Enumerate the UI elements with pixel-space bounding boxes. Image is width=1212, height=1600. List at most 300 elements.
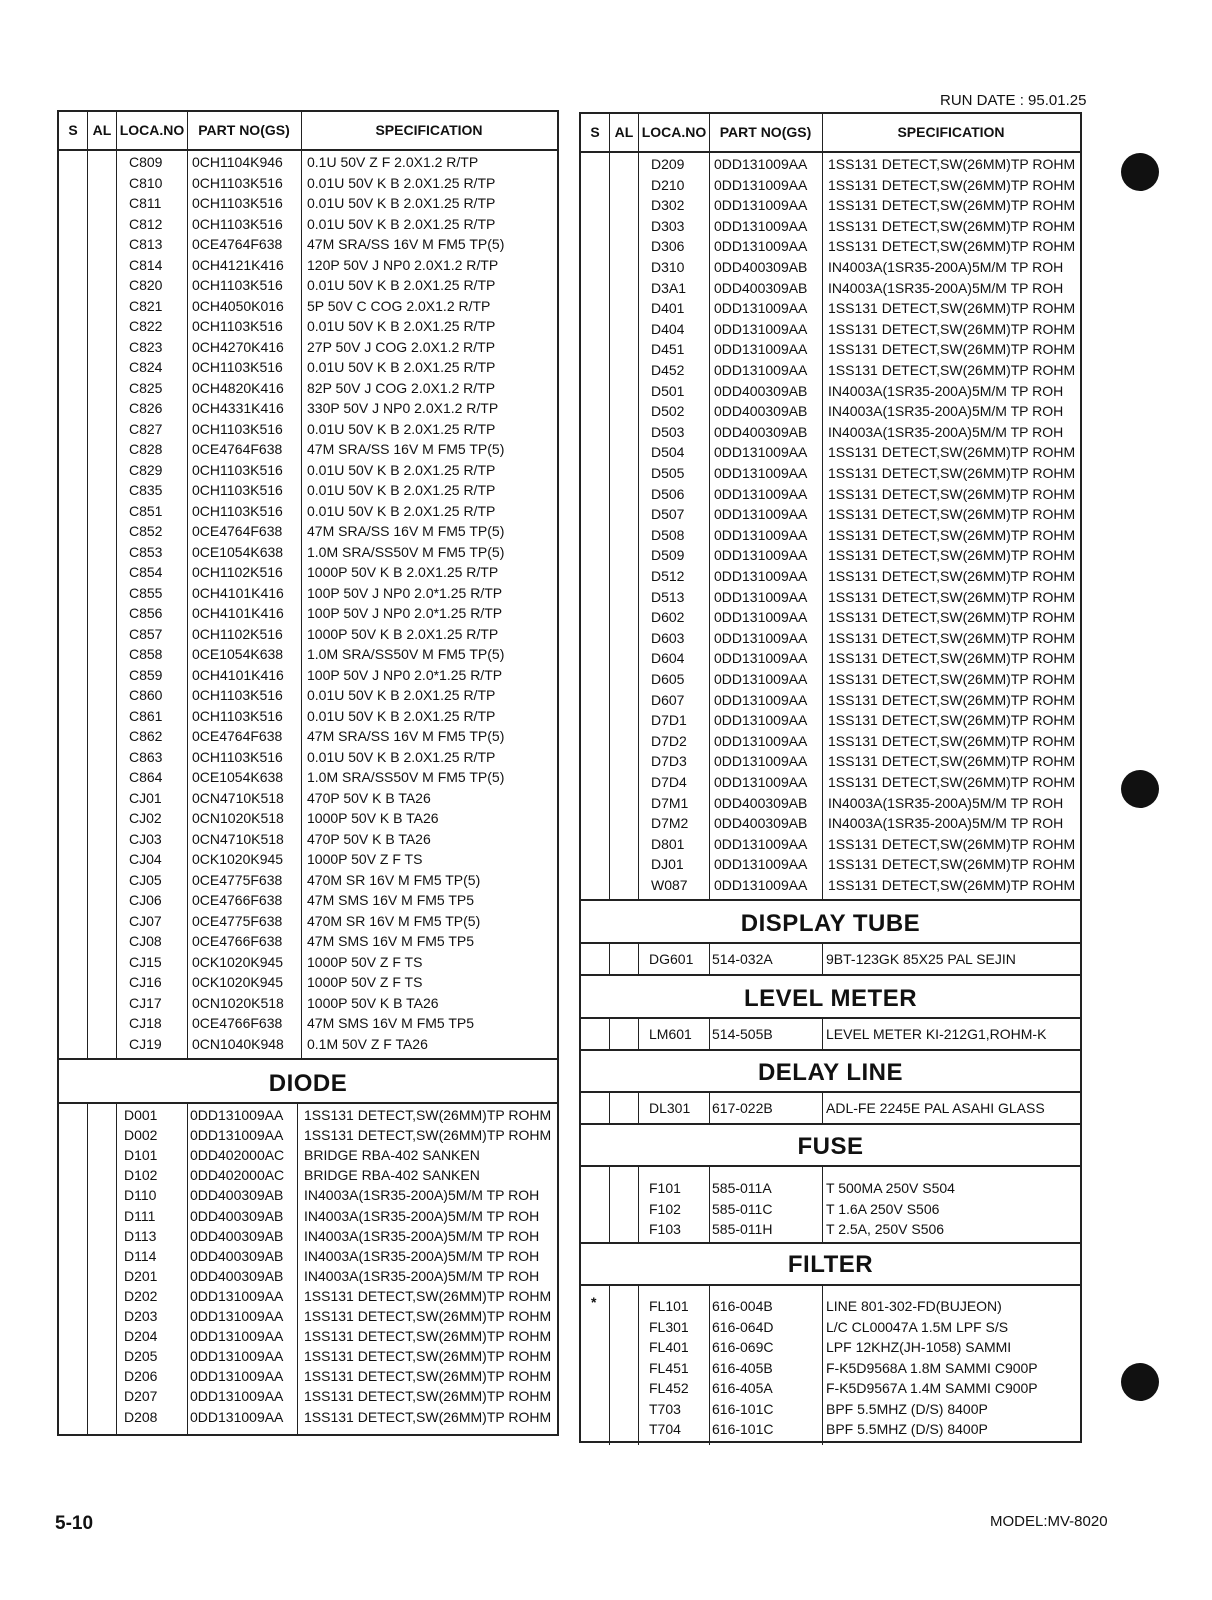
cell-specification: 47M SRA/SS 16V M FM5 TP(5) [307, 441, 505, 457]
table-row [581, 401, 1080, 422]
cell-loca-no: DG601 [649, 951, 694, 967]
cell-specification: 1SS131 DETECT,SW(26MM)TP ROHM [828, 835, 1076, 852]
table-row [59, 521, 557, 542]
cell-loca-no: D513 [651, 588, 685, 605]
cell-part-no: 0DD131009AA [714, 856, 808, 873]
table-row [59, 1034, 557, 1055]
cell-loca-no: C820 [129, 277, 163, 293]
cell-specification: 82P 50V J COG 2.0X1.2 R/TP [307, 379, 496, 396]
cell-specification: 0.01U 50V K B 2.0X1.25 R/TP [307, 215, 496, 232]
table-row [59, 214, 557, 235]
cell-loca-no: D404 [651, 320, 685, 337]
table-row [581, 1199, 1080, 1220]
cell-part-no: 0DD131009AA [714, 774, 808, 790]
table-row [59, 911, 557, 932]
cell-specification: 1000P 50V K B TA26 [307, 810, 439, 826]
cell-part-no: 0DD400309AB [190, 1247, 284, 1264]
cell-specification: 1SS131 DETECT,SW(26MM)TP ROHM [828, 732, 1076, 749]
cell-loca-no: D512 [651, 568, 685, 584]
cell-loca-no: C856 [129, 605, 163, 621]
cell-part-no: 0CK1020K945 [192, 974, 284, 990]
table-row [59, 1105, 557, 1126]
table-row [581, 710, 1080, 731]
cell-loca-no: D110 [124, 1187, 157, 1204]
cell-part-no: 0DD131009AA [714, 609, 808, 626]
cell-specification: 470M SR 16V M FM5 TP(5) [307, 871, 481, 888]
cell-loca-no: D201 [124, 1267, 158, 1284]
cell-specification: 47M SMS 16V M FM5 TP5 [307, 892, 475, 908]
cell-part-no: 0DD131009AA [714, 197, 808, 214]
cell-part-no: 0CN1020K518 [192, 994, 284, 1011]
cell-part-no: 616-405B [712, 1359, 773, 1376]
table-row [581, 154, 1080, 175]
cell-loca-no: C809 [129, 154, 163, 170]
cell-loca-no: C852 [129, 523, 163, 539]
cell-specification: 1SS131 DETECT,SW(26MM)TP ROHM [828, 217, 1076, 234]
cell-loca-no: CJ02 [129, 810, 162, 826]
cell-loca-no: D7M2 [651, 815, 689, 832]
cell-specification: 47M SRA/SS 16V M FM5 TP(5) [307, 728, 505, 744]
cell-part-no: 0CH1103K516 [192, 461, 283, 478]
cell-loca-no: T704 [649, 1421, 681, 1437]
table-row [59, 1386, 557, 1407]
cell-part-no: 616-069C [712, 1339, 774, 1355]
table-row [581, 690, 1080, 711]
col-header-part-no: PART NO(GS) [198, 122, 290, 138]
cell-specification: 1SS131 DETECT,SW(26MM)TP ROHM [304, 1348, 552, 1365]
cell-part-no: 0DD131009AA [714, 588, 808, 605]
cell-loca-no: D209 [651, 156, 685, 172]
cell-part-no: 514-032A [712, 951, 773, 967]
cell-loca-no: D202 [124, 1287, 158, 1304]
cell-specification: 1SS131 DETECT,SW(26MM)TP ROHM [828, 156, 1076, 172]
cell-part-no: 0CN1040K948 [192, 1035, 284, 1052]
cell-part-no: 514-505B [712, 1026, 773, 1042]
cell-loca-no: C854 [129, 564, 163, 580]
binder-hole-icon [1121, 1363, 1159, 1401]
table-row [59, 726, 557, 747]
cell-loca-no: D002 [124, 1127, 158, 1144]
cell-loca-no: C851 [129, 502, 163, 519]
cell-specification: 47M SMS 16V M FM5 TP5 [307, 933, 475, 949]
table-row [59, 173, 557, 194]
table-row [581, 854, 1080, 875]
table-row [581, 793, 1080, 814]
table-row [581, 772, 1080, 793]
cell-loca-no: D206 [124, 1368, 158, 1385]
table-row [581, 607, 1080, 628]
cell-loca-no: D302 [651, 197, 685, 214]
table-row [581, 360, 1080, 381]
table-row [581, 236, 1080, 257]
section-title-filter: FILTER [787, 1251, 874, 1278]
table-row [581, 1219, 1080, 1240]
cell-specification: 9BT-123GK 85X25 PAL SEJIN [826, 951, 1016, 967]
cell-part-no: 0DD131009AA [714, 362, 808, 378]
cell-specification: 1SS131 DETECT,SW(26MM)TP ROHM [828, 691, 1076, 708]
cell-loca-no: D401 [651, 300, 685, 317]
table-row [581, 422, 1080, 443]
cell-part-no: 0DD402000AC [190, 1167, 285, 1184]
cell-part-no: 0DD131009AA [714, 835, 808, 852]
cell-part-no: 0CH4050K016 [192, 297, 284, 314]
cell-specification: 0.01U 50V K B 2.0X1.25 R/TP [307, 195, 496, 211]
section-divider [581, 899, 1080, 901]
section-title-diode: DIODE [268, 1070, 348, 1097]
cell-loca-no: D503 [651, 423, 685, 440]
cell-loca-no: D7D2 [651, 732, 687, 749]
cell-specification: IN4003A(1SR35-200A)5M/M TP ROH [828, 259, 1064, 275]
left-table-header [59, 112, 557, 151]
cell-loca-no: C861 [129, 707, 163, 724]
cell-part-no: 0DD400309AB [714, 403, 808, 420]
cell-specification: 1SS131 DETECT,SW(26MM)TP ROHM [304, 1107, 552, 1123]
table-row [59, 1185, 557, 1206]
cell-loca-no: CJ05 [129, 871, 162, 888]
cell-loca-no: W087 [651, 877, 688, 893]
cell-loca-no: CJ06 [129, 892, 162, 908]
cell-part-no: 0CE1054K638 [192, 543, 284, 560]
cell-loca-no: T703 [649, 1400, 681, 1417]
cell-part-no: 0CH4331K416 [192, 400, 284, 416]
cell-part-no: 0DD400309AB [190, 1187, 284, 1204]
table-row [59, 583, 557, 604]
cell-specification: 0.01U 50V K B 2.0X1.25 R/TP [307, 482, 496, 498]
table-row [581, 731, 1080, 752]
cell-loca-no: D7D3 [651, 753, 687, 770]
cell-loca-no: D111 [124, 1207, 156, 1224]
table-row [581, 545, 1080, 566]
cell-specification: 1SS131 DETECT,SW(26MM)TP ROHM [304, 1388, 552, 1405]
cell-specification: 0.01U 50V K B 2.0X1.25 R/TP [307, 502, 496, 519]
cell-loca-no: D801 [651, 835, 685, 852]
section-title-fuse: FUSE [797, 1133, 864, 1160]
cell-specification: 1SS131 DETECT,SW(26MM)TP ROHM [828, 774, 1076, 790]
cell-part-no: 0CH1103K516 [192, 195, 283, 211]
cell-specification: 1SS131 DETECT,SW(26MM)TP ROHM [304, 1328, 552, 1345]
table-row [59, 685, 557, 706]
cell-specification: 1000P 50V Z F TS [307, 953, 423, 970]
section-divider [581, 1242, 1080, 1244]
cell-specification: 1SS131 DETECT,SW(26MM)TP ROHM [828, 362, 1076, 378]
cell-specification: 0.01U 50V K B 2.0X1.25 R/TP [307, 174, 496, 191]
table-row [59, 747, 557, 768]
table-row [59, 255, 557, 276]
table-row [59, 706, 557, 727]
table-row [59, 1346, 557, 1367]
cell-loca-no: D502 [651, 403, 685, 420]
cell-specification: 1SS131 DETECT,SW(26MM)TP ROHM [828, 650, 1076, 667]
cell-loca-no: C829 [129, 461, 163, 478]
cell-loca-no: F101 [649, 1180, 681, 1196]
cell-specification: 0.01U 50V K B 2.0X1.25 R/TP [307, 687, 496, 703]
cell-loca-no: D508 [651, 526, 685, 543]
cell-part-no: 0CH1104K946 [192, 154, 283, 170]
cell-loca-no: D507 [651, 506, 685, 523]
cell-part-no: 0DD400309AB [714, 259, 808, 275]
cell-part-no: 0CH1102K516 [192, 625, 283, 642]
cell-part-no: 0DD131009AA [714, 485, 808, 502]
cell-part-no: 0DD131009AA [714, 465, 808, 481]
cell-loca-no: CJ04 [129, 851, 162, 867]
cell-part-no: 0DD131009AA [714, 217, 808, 234]
cell-specification: 1SS131 DETECT,SW(26MM)TP ROHM [828, 547, 1076, 564]
cell-specification: 47M SRA/SS 16V M FM5 TP(5) [307, 236, 505, 252]
cell-specification: 1SS131 DETECT,SW(26MM)TP ROHM [828, 588, 1076, 605]
left-parts-table [57, 110, 559, 1436]
cell-specification: T 2.5A, 250V S506 [826, 1221, 945, 1237]
cell-loca-no: C857 [129, 625, 163, 642]
cell-part-no: 0CE4766F638 [192, 1015, 283, 1031]
cell-specification: LPF 12KHZ(JH-1058) SAMMI [826, 1339, 1012, 1355]
cell-specification: 1SS131 DETECT,SW(26MM)TP ROHM [828, 609, 1076, 626]
cell-part-no: 0DD131009AA [190, 1408, 284, 1425]
cell-specification: 1.0M SRA/SS50V M FM5 TP(5) [307, 543, 505, 560]
cell-part-no: 0CH1103K516 [192, 707, 283, 724]
cell-specification: IN4003A(1SR35-200A)5M/M TP ROH [304, 1227, 540, 1244]
section-title-display-tube: DISPLAY TUBE [740, 910, 921, 937]
cell-loca-no: D310 [651, 259, 685, 275]
cell-loca-no: D603 [651, 629, 685, 646]
table-row [59, 829, 557, 850]
cell-loca-no: F102 [649, 1200, 681, 1217]
cell-loca-no: CJ15 [129, 953, 162, 970]
cell-loca-no: D204 [124, 1328, 158, 1345]
cell-part-no: 0CH4101K416 [192, 605, 284, 621]
cell-specification: IN4003A(1SR35-200A)5M/M TP ROH [828, 279, 1064, 296]
cell-specification: IN4003A(1SR35-200A)5M/M TP ROH [304, 1207, 540, 1224]
table-row [581, 1317, 1080, 1338]
cell-loca-no: DL301 [649, 1100, 691, 1116]
cell-loca-no: D113 [124, 1227, 157, 1244]
cell-specification: 1000P 50V K B 2.0X1.25 R/TP [307, 625, 499, 642]
table-row [59, 357, 557, 378]
cell-part-no: 0CH4101K416 [192, 584, 284, 601]
cell-specification: BPF 5.5MHZ (D/S) 8400P [826, 1421, 988, 1437]
table-row [581, 628, 1080, 649]
table-row [581, 813, 1080, 834]
right-parts-table [579, 112, 1082, 1443]
cell-specification: IN4003A(1SR35-200A)5M/M TP ROH [304, 1267, 540, 1284]
cell-part-no: 0CE4764F638 [192, 441, 283, 457]
cell-specification: 0.01U 50V K B 2.0X1.25 R/TP [307, 707, 496, 724]
table-row [59, 1125, 557, 1146]
cell-part-no: 0DD131009AA [714, 568, 808, 584]
cell-part-no: 0CH1102K516 [192, 564, 283, 580]
cell-loca-no: D605 [651, 671, 685, 687]
cell-loca-no: C821 [129, 297, 163, 314]
cell-part-no: 0CH1103K516 [192, 748, 283, 765]
cell-part-no: 0DD400309AB [714, 423, 808, 440]
cell-specification: 1.0M SRA/SS50V M FM5 TP(5) [307, 646, 505, 662]
cell-loca-no: D607 [651, 691, 685, 708]
cell-loca-no: D509 [651, 547, 685, 564]
right-table-header [581, 114, 1080, 153]
cell-specification: F-K5D9567A 1.4M SAMMI C900P [826, 1380, 1038, 1396]
col-header-loca-no: LOCA.NO [119, 122, 185, 138]
cell-part-no: 0DD400309AB [714, 815, 808, 832]
cell-specification: 5P 50V C COG 2.0X1.2 R/TP [307, 297, 491, 314]
cell-loca-no: D203 [124, 1308, 158, 1324]
cell-part-no: 0DD131009AA [714, 753, 808, 770]
cell-specification: 0.1M 50V Z F TA26 [307, 1035, 428, 1052]
section-divider [581, 1091, 1080, 1093]
table-row [59, 439, 557, 460]
cell-specification: 100P 50V J NP0 2.0*1.25 R/TP [307, 666, 503, 683]
cell-part-no: 0CN1020K518 [192, 810, 284, 826]
cell-specification: 0.01U 50V K B 2.0X1.25 R/TP [307, 277, 496, 293]
cell-specification: 1SS131 DETECT,SW(26MM)TP ROHM [828, 629, 1076, 646]
cell-loca-no: C864 [129, 769, 163, 785]
table-row [581, 669, 1080, 690]
cell-specification: 100P 50V J NP0 2.0*1.25 R/TP [307, 584, 503, 601]
table-row [59, 1407, 557, 1428]
section-divider [581, 942, 1080, 944]
cell-specification: 470P 50V K B TA26 [307, 830, 431, 847]
col-header-al: AL [92, 122, 112, 138]
table-row [59, 665, 557, 686]
table-row [59, 849, 557, 870]
cell-part-no: 0DD131009AA [714, 691, 808, 708]
cell-specification: LINE 801-302-FD(BUJEON) [826, 1298, 1002, 1314]
cell-loca-no: D001 [124, 1107, 158, 1123]
table-row [59, 501, 557, 522]
table-row [59, 398, 557, 419]
section-divider [581, 974, 1080, 976]
cell-part-no: 585-011H [712, 1221, 773, 1237]
cell-specification: 1SS131 DETECT,SW(26MM)TP ROHM [828, 238, 1076, 255]
table-row [59, 460, 557, 481]
cell-part-no: 0DD131009AA [190, 1348, 284, 1365]
cell-loca-no: CJ16 [129, 974, 162, 990]
cell-part-no: 0CH1103K516 [192, 174, 283, 191]
cell-part-no: 0DD131009AA [714, 877, 808, 893]
cell-part-no: 0DD131009AA [190, 1368, 284, 1385]
table-row [581, 648, 1080, 669]
cell-loca-no: D303 [651, 217, 685, 234]
table-row [581, 1098, 1080, 1119]
cell-specification: 0.1U 50V Z F 2.0X1.2 R/TP [307, 154, 479, 170]
cell-part-no: 616-101C [712, 1400, 774, 1417]
cell-loca-no: C823 [129, 338, 163, 355]
table-row [59, 972, 557, 993]
cell-part-no: 616-064D [712, 1318, 774, 1335]
table-row [59, 152, 557, 173]
cell-specification: 1SS131 DETECT,SW(26MM)TP ROHM [828, 176, 1076, 193]
cell-part-no: 617-022B [712, 1100, 773, 1116]
cell-part-no: 0DD400309AB [714, 279, 808, 296]
cell-part-no: 0CH1103K516 [192, 359, 283, 375]
cell-specification: 47M SMS 16V M FM5 TP5 [307, 1015, 475, 1031]
cell-specification: L/C CL00047A 1.5M LPF S/S [826, 1318, 1009, 1335]
cell-loca-no: D210 [651, 176, 685, 193]
table-row [581, 875, 1080, 896]
cell-specification: 1000P 50V K B 2.0X1.25 R/TP [307, 564, 499, 580]
col-header-specification: SPECIFICATION [897, 124, 1005, 140]
cell-loca-no: D452 [651, 362, 685, 378]
cell-loca-no: LM601 [649, 1026, 692, 1042]
table-row [581, 1337, 1080, 1358]
table-row [59, 788, 557, 809]
cell-specification: IN4003A(1SR35-200A)5M/M TP ROH [828, 403, 1064, 420]
table-row [581, 175, 1080, 196]
table-row [581, 195, 1080, 216]
cell-loca-no: D207 [124, 1388, 158, 1405]
cell-part-no: 0CH4270K416 [192, 338, 284, 355]
cell-part-no: 0DD400309AB [714, 382, 808, 399]
table-row [59, 767, 557, 788]
table-row [581, 484, 1080, 505]
cell-part-no: 0CE4764F638 [192, 236, 283, 252]
cell-part-no: 0CH4121K416 [192, 256, 284, 273]
cell-loca-no: CJ08 [129, 933, 162, 949]
cell-loca-no: D114 [124, 1247, 157, 1264]
table-row [59, 1246, 557, 1267]
table-row [59, 337, 557, 358]
cell-loca-no: CJ17 [129, 994, 162, 1011]
table-row [581, 525, 1080, 546]
cell-specification: 0.01U 50V K B 2.0X1.25 R/TP [307, 748, 496, 765]
table-row [59, 993, 557, 1014]
cell-specification: 0.01U 50V K B 2.0X1.25 R/TP [307, 318, 496, 334]
cell-specification: IN4003A(1SR35-200A)5M/M TP ROH [828, 794, 1064, 811]
cell-part-no: 0CE1054K638 [192, 646, 284, 662]
section-divider [59, 1058, 557, 1060]
table-row [581, 257, 1080, 278]
cell-loca-no: C862 [129, 728, 163, 744]
cell-part-no: 0CH1103K516 [192, 482, 283, 498]
table-row [581, 1399, 1080, 1420]
cell-loca-no: CJ01 [129, 789, 162, 806]
cell-loca-no: D604 [651, 650, 685, 667]
cell-loca-no: D506 [651, 485, 685, 502]
cell-specification: F-K5D9568A 1.8M SAMMI C900P [826, 1359, 1038, 1376]
cell-loca-no: C814 [129, 256, 163, 273]
cell-part-no: 0DD400309AB [190, 1267, 284, 1284]
cell-loca-no: C811 [129, 195, 162, 211]
cell-specification: 1SS131 DETECT,SW(26MM)TP ROHM [828, 320, 1076, 337]
cell-part-no: 0DD131009AA [190, 1328, 284, 1345]
cell-part-no: 0DD131009AA [714, 444, 808, 461]
table-row [581, 1178, 1080, 1199]
cell-loca-no: D7M1 [651, 794, 689, 811]
table-row [59, 1145, 557, 1166]
table-row [581, 834, 1080, 855]
table-row [581, 339, 1080, 360]
cell-specification: 1SS131 DETECT,SW(26MM)TP ROHM [828, 671, 1076, 687]
table-row [59, 870, 557, 891]
cell-part-no: 0CE4775F638 [192, 912, 283, 929]
cell-specification: 1000P 50V Z F TS [307, 851, 423, 867]
filter-safety-mark: * [591, 1294, 597, 1310]
cell-loca-no: D504 [651, 444, 685, 461]
table-row [59, 952, 557, 973]
cell-part-no: 0CH1103K516 [192, 215, 283, 232]
cell-part-no: 0CH1103K516 [192, 420, 283, 437]
cell-part-no: 0DD131009AA [190, 1107, 284, 1123]
section-title-level-meter: LEVEL METER [743, 985, 918, 1012]
cell-loca-no: FL101 [649, 1298, 689, 1314]
cell-loca-no: D7D1 [651, 712, 687, 729]
table-row [581, 278, 1080, 299]
table-row [59, 480, 557, 501]
table-row [581, 298, 1080, 319]
cell-loca-no: FL401 [649, 1339, 689, 1355]
cell-part-no: 0DD131009AA [714, 341, 808, 358]
cell-part-no: 616-004B [712, 1298, 773, 1314]
section-divider [59, 1102, 557, 1104]
table-row [581, 1378, 1080, 1399]
